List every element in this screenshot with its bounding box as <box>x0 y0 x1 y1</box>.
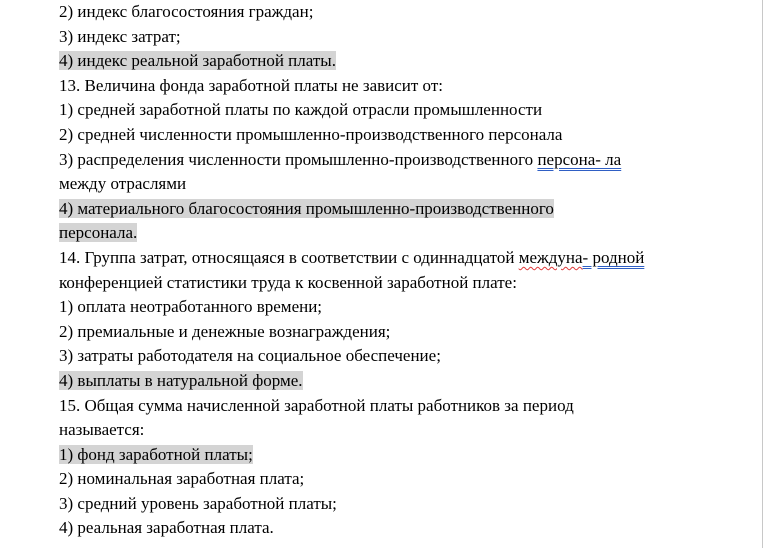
answer-line <box>59 492 719 517</box>
answer-line <box>59 0 719 25</box>
question-text: 13. Величина фонда заработной платы не зависит от: <box>59 75 443 95</box>
question-text: 15. Общая сумма начисленной заработной платы работников за период <box>59 395 574 415</box>
document-body <box>59 0 719 541</box>
line-text: 2) номинальная заработная плата; <box>59 469 305 489</box>
question-line <box>59 394 719 419</box>
answer-line-continuation <box>59 172 719 197</box>
line-text: 3) индекс затрат; <box>59 26 181 46</box>
answer-line-highlighted <box>59 369 719 394</box>
line-text: 1) средней заработной платы по каждой отрасли промышленности <box>59 100 543 120</box>
line-text: 4) реальная заработная плата. <box>59 518 274 538</box>
answer-line <box>59 123 719 148</box>
question-text: конференцией статистики труда к косвенной заработной плате: <box>59 272 517 292</box>
question-line-continuation <box>59 418 719 443</box>
answer-line-highlighted-continuation <box>59 221 719 246</box>
answer-line-highlighted <box>59 49 719 74</box>
line-text: между отраслями <box>59 174 187 194</box>
page-edge-divider <box>762 0 763 548</box>
question-text: 14. Группа затрат, относящаяся в соответствии с одиннадцатой <box>59 247 519 267</box>
answer-line <box>59 148 719 173</box>
answer-line <box>59 320 719 345</box>
answer-line-highlighted <box>59 197 719 222</box>
question-line <box>59 246 719 271</box>
question-line <box>59 74 719 99</box>
answer-line <box>59 344 719 369</box>
line-text: 2) премиальные и денежные вознаграждения; <box>59 321 391 341</box>
answer-line-highlighted <box>59 443 719 468</box>
answer-line <box>59 467 719 492</box>
line-text: 2) индекс благосостояния граждан; <box>59 2 314 21</box>
line-text: 3) распределения численности промышленно-производственного <box>59 149 538 169</box>
question-text: называется: <box>59 420 145 440</box>
line-text: 2) средней численности промышленно-производственного персонала <box>59 124 563 144</box>
question-line-continuation <box>59 271 719 296</box>
line-text: 3) средний уровень заработной платы; <box>59 493 337 513</box>
spelling-flagged-word[interactable]: междуна <box>518 247 583 267</box>
answer-line <box>59 516 719 541</box>
highlighted-answer-text: персонала. <box>59 223 138 243</box>
highlighted-answer-text: 4) индекс реальной заработной платы. <box>59 51 336 71</box>
answer-line <box>59 295 719 320</box>
line-text: 1) оплата неотработанного времени; <box>59 297 323 317</box>
answer-line <box>59 25 719 50</box>
answer-line <box>59 98 719 123</box>
highlighted-answer-text: 1) фонд заработной платы; <box>59 444 253 464</box>
line-text: 3) затраты работодателя на социальное обеспечение; <box>59 346 441 366</box>
grammar-flagged-word[interactable]: - родной <box>582 247 645 267</box>
grammar-flagged-word[interactable]: персона- ла <box>537 149 622 169</box>
highlighted-answer-text: 4) выплаты в натуральной форме. <box>59 370 303 390</box>
highlighted-answer-text: 4) материального благосостояния промышленно-производственного <box>59 198 554 218</box>
